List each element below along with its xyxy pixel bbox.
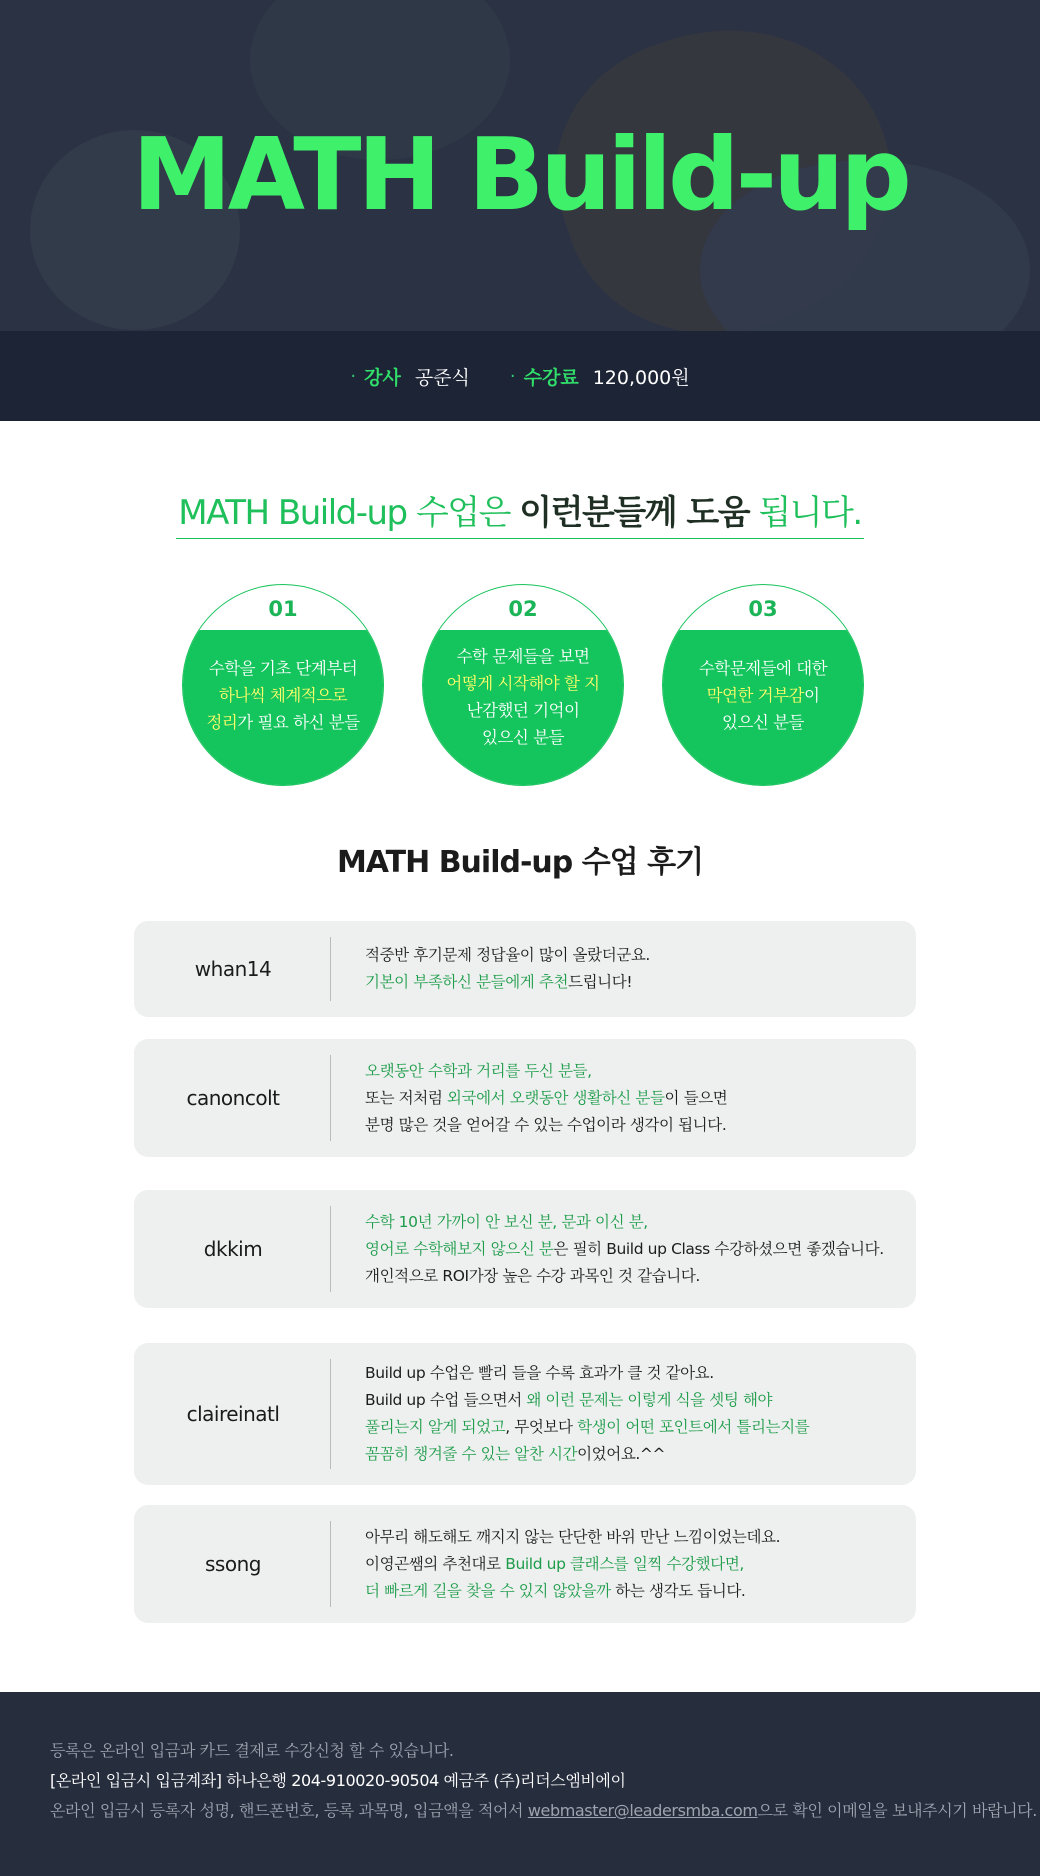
audience-circle-line [663, 655, 863, 682]
review-card [134, 1190, 916, 1308]
review-line [365, 942, 906, 969]
footer-bank-account: [온라인 입금시 입금계좌] 하나은행 204-910020-90504 예금주 (주)리더스엠비에이 [50, 1771, 626, 1790]
highlight-text: 막연한 거부감 [706, 686, 804, 705]
instructor-label: 강사 [364, 366, 401, 389]
plain-text: 있으신 분들 [722, 713, 804, 732]
plain-text: 이 들으면 [664, 1088, 728, 1107]
bullet-dot-icon: · [350, 365, 357, 387]
fee-value: 120,000원 [592, 366, 690, 389]
section-heading-underline [176, 485, 863, 539]
heading-part-1: MATH Build-up 수업은 [178, 493, 520, 533]
audience-circle-line [183, 682, 383, 709]
heading-part-3: 됩니다. [749, 493, 862, 533]
review-card [134, 1505, 916, 1623]
plain-text: 수학을 기초 단계부터 [208, 659, 358, 678]
heading-part-2: 이런분들께 도움 [519, 493, 750, 533]
highlight-text: 하나씩 체계적으로 [218, 686, 348, 705]
review-line [365, 1578, 906, 1605]
audience-circle-line [423, 643, 623, 670]
highlight-text: 오랫동안 수학과 거리를 두신 분들, [365, 1061, 592, 1080]
review-line [365, 1414, 906, 1441]
review-username: claireinatl [186, 1402, 280, 1426]
highlight-text: 영어로 수학해보지 않으신 분 [365, 1239, 554, 1258]
footer-email-instruction [50, 1798, 1037, 1821]
audience-circle-line [663, 709, 863, 736]
review-line [365, 1524, 906, 1551]
plain-text: 이 [803, 686, 820, 705]
plain-text: 난감했던 기억이 [466, 701, 580, 720]
audience-circle-line [423, 697, 623, 724]
plain-text: 이영곤쌤의 추천대로 [365, 1554, 506, 1573]
audience-circle-line [663, 682, 863, 709]
review-divider [330, 937, 331, 1001]
review-divider [330, 1206, 331, 1292]
audience-circle-2 [422, 584, 624, 786]
review-line [365, 1112, 906, 1139]
plain-text: 아무리 해도해도 깨지지 않는 단단한 바위 만난 느낌이었는데요. [365, 1527, 781, 1546]
review-card [134, 1039, 916, 1157]
bullet-dot-icon: · [509, 365, 516, 387]
footer-email-text-after: 으로 확인 이메일을 보내주시기 바랍니다. [757, 1801, 1037, 1820]
plain-text: 은 필히 Build up Class 수강하셨으면 좋겠습니다. [553, 1239, 884, 1258]
highlight-text: 풀리는지 알게 되었고 [365, 1418, 506, 1436]
audience-circle-text [663, 655, 863, 736]
review-text [365, 1343, 906, 1485]
target-audience-circles [182, 584, 862, 786]
review-text [365, 1190, 906, 1308]
hero-title: MATH Build-up [132, 116, 908, 233]
reviews-title: MATH Build-up 수업 후기 [336, 845, 704, 880]
plain-text: 수학문제들에 대한 [698, 659, 828, 678]
review-line [365, 969, 906, 996]
course-info-bar [0, 331, 1040, 421]
review-username: dkkim [203, 1237, 263, 1261]
review-divider [330, 1359, 331, 1469]
audience-circle-line [183, 709, 383, 736]
audience-circle-1 [182, 584, 384, 786]
audience-circle-line [423, 670, 623, 697]
instructor-value: 공준식 [414, 366, 470, 389]
highlight-text: 수학 10년 가까이 안 보신 분, 문과 이신 분, [365, 1212, 648, 1231]
footer-email-link[interactable]: webmaster@leadersmba.com [527, 1801, 758, 1820]
review-line [365, 1085, 906, 1112]
review-card [134, 921, 916, 1017]
footer [0, 1692, 1040, 1876]
plain-text: 적중반 후기문제 정답율이 많이 올랐더군요. [365, 946, 650, 964]
highlight-text: 왜 이런 문제는 이렇게 식을 셋팅 해야 [526, 1391, 773, 1409]
highlight-text: 외국에서 오랫동안 생활하신 분들 [446, 1088, 665, 1107]
plain-text: Build up 수업 들으면서 [365, 1391, 527, 1409]
plain-text: , 무엇보다 [505, 1418, 578, 1436]
review-divider [330, 1521, 331, 1607]
section-heading [0, 485, 1040, 539]
review-line [365, 1441, 906, 1468]
review-line [365, 1551, 906, 1578]
plain-text: 하는 생각도 듭니다. [610, 1581, 746, 1600]
review-text [365, 921, 906, 1017]
plain-text: 가 필요 하신 분들 [237, 713, 360, 732]
footer-email-text-before: 온라인 입금시 등록자 성명, 핸드폰번호, 등록 과목명, 입금액을 적어서 [50, 1801, 528, 1820]
highlight-text: 더 빠르게 길을 찾을 수 있지 않았을까 [365, 1581, 611, 1600]
plain-text: 분명 많은 것을 얻어갈 수 있는 수업이라 생각이 됩니다. [365, 1115, 727, 1134]
audience-circle-line [183, 655, 383, 682]
fee-label: 수강료 [523, 366, 579, 389]
review-line [365, 1360, 906, 1387]
plain-text: 또는 저처럼 [365, 1088, 447, 1107]
highlight-text: 학생이 어떤 포인트에서 틀리는지를 [577, 1418, 810, 1436]
footer-registration-note: 등록은 온라인 입금과 카드 결제로 수강신청 할 수 있습니다. [50, 1741, 454, 1760]
review-line [365, 1263, 906, 1290]
review-line [365, 1236, 906, 1263]
review-text [365, 1505, 906, 1623]
plain-text: 이었어요.^^ [577, 1445, 666, 1463]
audience-circle-line [423, 724, 623, 751]
plain-text: 드립니다! [568, 973, 633, 991]
audience-circle-number: 03 [748, 597, 778, 621]
review-line [365, 1387, 906, 1414]
plain-text: 있으신 분들 [482, 728, 564, 747]
highlight-text: 기본이 부족하신 분들에게 추천 [365, 973, 569, 991]
highlight-text: 어떻게 시작해야 할 지 [446, 674, 600, 693]
review-username: canoncolt [186, 1086, 280, 1110]
review-line [365, 1058, 906, 1085]
audience-circle-number: 01 [268, 597, 298, 621]
audience-circle-text [423, 643, 623, 751]
hero-banner [0, 0, 1040, 331]
review-divider [330, 1055, 331, 1141]
audience-circle-text [183, 655, 383, 736]
audience-circle-3 [662, 584, 864, 786]
fee-info [510, 363, 690, 390]
review-card [134, 1343, 916, 1485]
highlight-text: 꼼꼼히 챙겨줄 수 있는 알찬 시간 [365, 1445, 578, 1463]
review-text [365, 1039, 906, 1157]
plain-text: 개인적으로 ROI가장 높은 수강 과목인 것 같습니다. [365, 1266, 700, 1285]
highlight-text: 정리 [206, 713, 238, 732]
audience-circle-number: 02 [508, 597, 538, 621]
review-username: whan14 [194, 957, 272, 981]
instructor-info [350, 363, 470, 390]
review-line [365, 1209, 906, 1236]
plain-text: Build up 수업은 빨리 들을 수록 효과가 클 것 같아요. [365, 1364, 714, 1382]
review-username: ssong [205, 1552, 261, 1576]
highlight-text: Build up 클래스를 일찍 수강했다면, [505, 1554, 744, 1573]
plain-text: 수학 문제들을 보면 [456, 647, 590, 666]
